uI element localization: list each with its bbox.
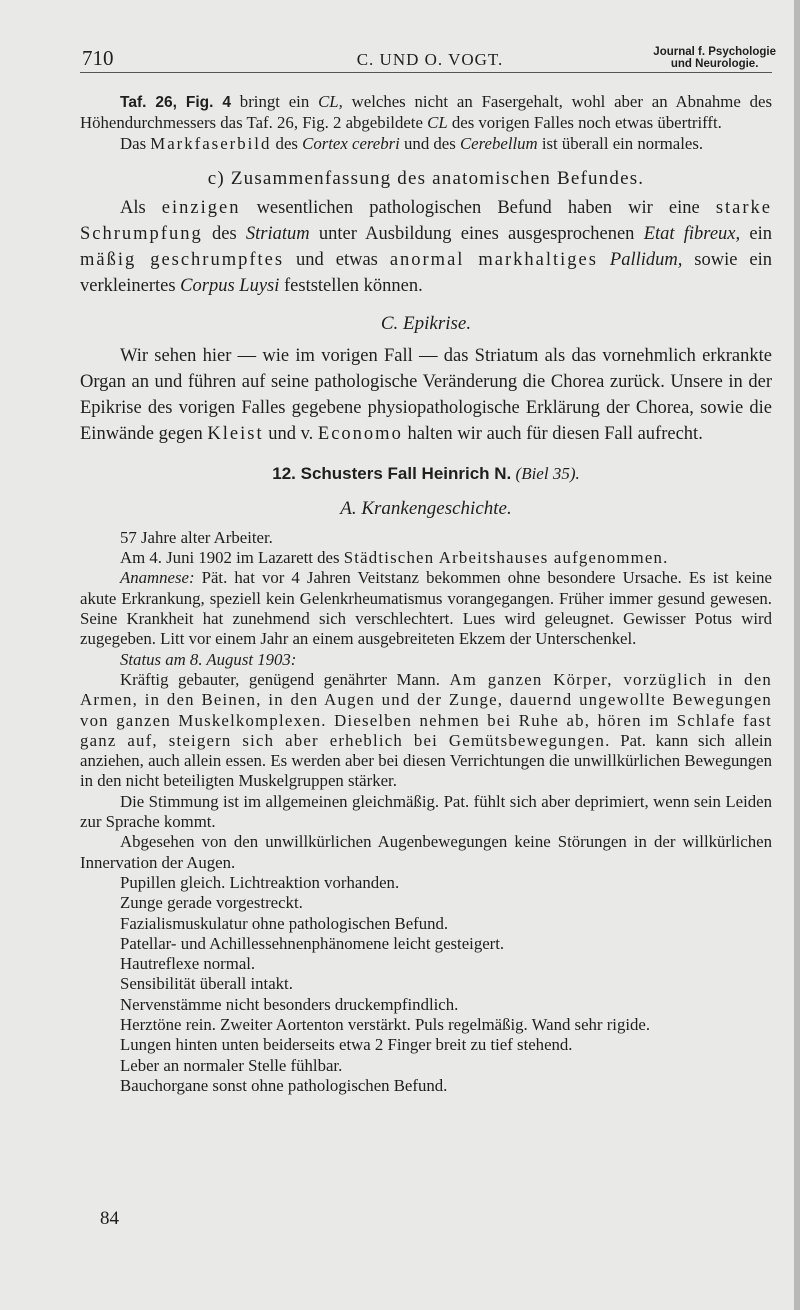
paragraph-markfaser — [80, 134, 772, 154]
section-heading-krankengeschichte: A. Krankengeschichte. — [340, 498, 512, 520]
list-item: Fazialismuskulatur ohne pathologischen Befund. — [120, 913, 449, 933]
text: halten wir auch für diesen Fall aufrecht. — [402, 423, 703, 444]
text: ein — [740, 224, 772, 245]
running-title: C. UND O. VOGT. — [356, 50, 504, 69]
journal-line-2: und Neurologie. — [670, 58, 759, 70]
status-label: Status am 8. August 1903: — [120, 649, 297, 669]
text-spaced: Markfaserbild — [150, 133, 272, 153]
text: und etwas — [284, 250, 390, 271]
text-spaced: einzigen — [161, 198, 241, 219]
list-item: Herztöne rein. Zweiter Aortenton verstärkt. Puls regelmäßig. Wand sehr rigide. — [120, 1015, 651, 1035]
case-reference: (Biel 35). — [515, 463, 580, 483]
text — [598, 250, 610, 270]
text-spaced: anormal markhaltiges — [389, 250, 598, 271]
list-item: Patellar- und Achillessehnenphänomene leicht gesteigert. — [120, 933, 505, 953]
case-eyes: Abgesehen von den unwillkürlichen Augenbewegungen keine Störungen in der willkürlichen Innervation der Augen. — [80, 832, 772, 872]
text: sowie ein verkleinertes — [80, 250, 773, 297]
list-item: Sensibilität überall intakt. — [120, 974, 293, 994]
page-number: 710 — [82, 46, 114, 70]
text-italic: Pallidum, — [609, 250, 683, 271]
list-item: Lungen hinten unten beiderseits etwa 2 Finger breit zu tief stehend. — [120, 1035, 573, 1055]
paragraph-taf — [80, 92, 772, 134]
text: unter Ausbildung eines ausgesprochenen — [309, 224, 644, 245]
text: bringt ein — [230, 92, 319, 111]
text-italic: Corpus Luysi — [180, 276, 280, 297]
text: Wir sehen hier — wie im vorigen Fall — das Striatum als das vornehmlich erkrankte Organ an und führen auf seine pathologische Veränderung die Chorea zurück. Unsere in der Epikrise des vorigen Falles gegebene physiopathologische Erklärung der Chorea, sowie die Einwände gegen — [80, 345, 772, 444]
text-spaced: Economo — [317, 423, 403, 444]
section-heading-summary: c) Zusammenfassung des anatomischen Befundes. — [207, 167, 645, 189]
text: Am 4. Juni 1902 im Lazarett des — [120, 548, 344, 568]
list-item: Bauchorgane sonst ohne pathologischen Befund. — [120, 1075, 448, 1095]
text: feststellen können. — [279, 276, 423, 297]
header-rule — [80, 72, 772, 73]
journal-name — [653, 46, 776, 70]
list-item: Zunge gerade vorgestreckt. — [120, 893, 303, 913]
text-italic: Striatum — [245, 224, 310, 245]
text-italic: Cortex cerebri — [302, 133, 400, 153]
case-status-text — [80, 670, 772, 792]
case-age: 57 Jahre alter Arbeiter. — [120, 527, 273, 547]
anamnese-label: Anamnese: — [120, 568, 195, 588]
case-admission — [80, 548, 772, 568]
text: welches nicht an Fasergehalt, wohl aber an Abnahme des Höhendurchmessers das Taf. 26, Fig. 2 abgebildete — [80, 92, 772, 133]
text-spaced: starke Schrumpfung — [80, 198, 772, 245]
list-item: Leber an normaler Stelle fühlbar. — [120, 1055, 343, 1075]
case-mood: Die Stimmung ist im allgemeinen gleichmäßig. Pat. fühlt sich aber deprimiert, wenn sein Leiden zur Sprache kommt. — [80, 791, 772, 832]
section-heading-epikrise: C. Epikrise. — [380, 313, 472, 335]
text-spaced: Kleist — [207, 423, 264, 444]
text: Kräftig gebauter, genügend genährter Mann. — [120, 669, 450, 689]
text: des vorigen Falles noch etwas übertrifft. — [447, 113, 722, 133]
text-spaced: Städtischen Arbeitshauses aufgenommen. — [343, 548, 669, 568]
case-title: 12. Schusters Fall Heinrich N. — [272, 463, 512, 483]
text-italic: CL, — [318, 92, 343, 111]
text: und des — [399, 133, 460, 153]
text-spaced: Am ganzen Körper, vorzüglich in den Armen, in den Beinen, in den Augen und der Zunge, dauernd ungewollte Bewegungen von ganzen Muskelkomplexen. Dieselben nehmen bei Ruhe ab, hören im Schlafe fast ganz auf, steigern sich aber erheblich bei Gemütsbewegungen. — [80, 669, 772, 750]
text: Das — [120, 133, 151, 153]
text: des — [202, 224, 246, 245]
paragraph-summary — [80, 195, 772, 299]
text-italic: Etat fibreux, — [643, 224, 741, 245]
paragraph-epikrise — [80, 343, 772, 447]
text: Als — [120, 198, 162, 219]
page-edge — [794, 0, 800, 1310]
signature-mark: 84 — [100, 1208, 119, 1229]
text: des — [271, 133, 303, 153]
text: wesentlichen pathologischen Befund haben wir eine — [240, 198, 716, 219]
text: ist überall ein normales. — [537, 133, 704, 153]
text: und v. — [263, 423, 318, 444]
text-italic: CL — [427, 113, 448, 133]
page-body — [80, 92, 772, 1096]
list-item: Hautreflexe normal. — [120, 954, 256, 974]
case-history — [80, 528, 772, 1096]
case-heading — [80, 463, 772, 485]
text-spaced: mäßig geschrumpftes — [80, 250, 285, 271]
journal-line-1: Journal f. Psychologie — [653, 46, 776, 58]
list-item: Pupillen gleich. Lichtreaktion vorhanden. — [120, 872, 400, 892]
text: Pat. kann sich allein anziehen, auch allein essen. Es werden aber bei diesen Verrichtungen die unwillkürlichen Bewegungen in den nicht beteiligten Muskelgruppen stärker. — [80, 730, 772, 791]
text: Pät. hat vor 4 Jahren Veitstanz bekommen ohne besondere Ursache. Es ist keine akute Erkrankung, speziell kein Gelenkrheumatismus vorangegangen. Früher immer gesund gewesen. Seine Krankheit hat zunehmend sich verschlechtert. Lues wird geleugnet. Gewisser Potus wird zugegeben. Litt vor einem Jahr an einem ausgebreiteten Ekzem der Unterschenkel. — [80, 568, 772, 649]
text-italic: Cerebellum — [459, 133, 538, 153]
figure-ref: Taf. 26, Fig. 4 — [120, 94, 231, 111]
case-anamnese — [80, 568, 772, 649]
list-item: Nervenstämme nicht besonders druckempfindlich. — [120, 994, 459, 1014]
page-header — [80, 44, 780, 74]
case-status-label — [80, 650, 772, 670]
